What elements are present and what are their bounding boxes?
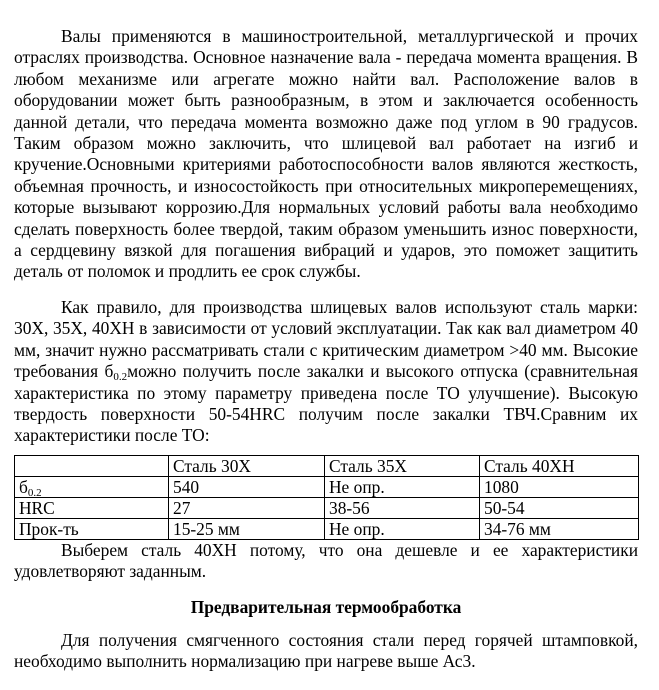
- sigma-symbol: б: [104, 361, 114, 382]
- sigma-subscript: 0.2: [113, 371, 128, 384]
- table-header-row: [15, 455, 639, 476]
- paragraph-steel-choice: Выберем сталь 40ХН потому, что она дешевле и ее характеристики удовлетворяют заданным.: [14, 539, 638, 582]
- table-cell: 15-25 мм: [169, 518, 325, 539]
- table-header-cell: [15, 455, 169, 476]
- table-row: [15, 497, 639, 518]
- table-cell: 34-76 мм: [480, 518, 639, 539]
- sigma-subscript: 0.2: [27, 486, 42, 499]
- steel-comparison-table: [14, 455, 639, 540]
- table-cell: 1080: [480, 476, 639, 497]
- sigma-symbol: б: [19, 476, 28, 497]
- paragraph-steel-selection: [14, 297, 638, 447]
- table-cell: 38-56: [325, 497, 480, 518]
- table-cell: 540: [169, 476, 325, 497]
- table-cell: 27: [169, 497, 325, 518]
- table-row-label: Прок-ть: [15, 518, 169, 539]
- document-page: [14, 26, 638, 672]
- table-row-label: [15, 476, 169, 497]
- table-header-cell: Сталь 40ХН: [480, 455, 639, 476]
- table-cell: Не опр.: [325, 518, 480, 539]
- paragraph-shafts-purpose: Валы применяются в машиностроительной, металлургической и прочих отраслях производства. Основное назначение вала - передача момента вращения. В любом механизме или агрегате можно найти вал. Расположение валов в оборудовании может быть разнообразным, в этом и заключается особенность данной детали, что передача момента возможно даже под углом в 90 градусов. Таким образом можно заключить, что шлицевой вал работает на изгиб и кручение.Основными критериями работоспособности валов являются жесткость, объемная прочность, и износостойкость при относительных микроперемещениях, которые вызывают коррозию.Для нормальных условий работы вала необходимо сделать поверхность более твердой, таким образом уменьшить износ поверхности, а сердцевину вязкой для погашения вибраций и ударов, это поможет защитить деталь от поломок и продлить ее срок службы.: [14, 26, 638, 282]
- paragraph-steel-selection-part1: Как правило, для производства шлицевых валов используют сталь марки: 30Х, 35Х, 40ХН в зависимости от условий эксплуатации. Так как вал диаметром 40 мм, значит нужно рассматривать стали с критическим диаметром >40 мм. Высокие требования: [14, 296, 638, 382]
- table-cell: Не опр.: [325, 476, 480, 497]
- section-heading: Предварительная термообработка: [190, 596, 462, 617]
- table-header-cell: Сталь 30Х: [169, 455, 325, 476]
- paragraph-steel-selection-part2: можно получить после закалки и высокого отпуска (сравнительная характеристика по этому параметру приведена после ТО улучшение). Высокую твердость поверхности 50-54HRC получим после закалки ТВЧ.Сравним их характеристики после ТО:: [14, 361, 639, 446]
- table-row: [15, 518, 639, 539]
- table-row: [15, 476, 639, 497]
- table-header-cell: Сталь 35Х: [325, 455, 480, 476]
- table-row-label: HRC: [15, 497, 169, 518]
- table-cell: 50-54: [480, 497, 639, 518]
- paragraph-pre-heat-treatment: Для получения смягченного состояния стали перед горячей штамповкой, необходимо выполнить нормализацию при нагреве выше Ас3.: [14, 629, 638, 671]
